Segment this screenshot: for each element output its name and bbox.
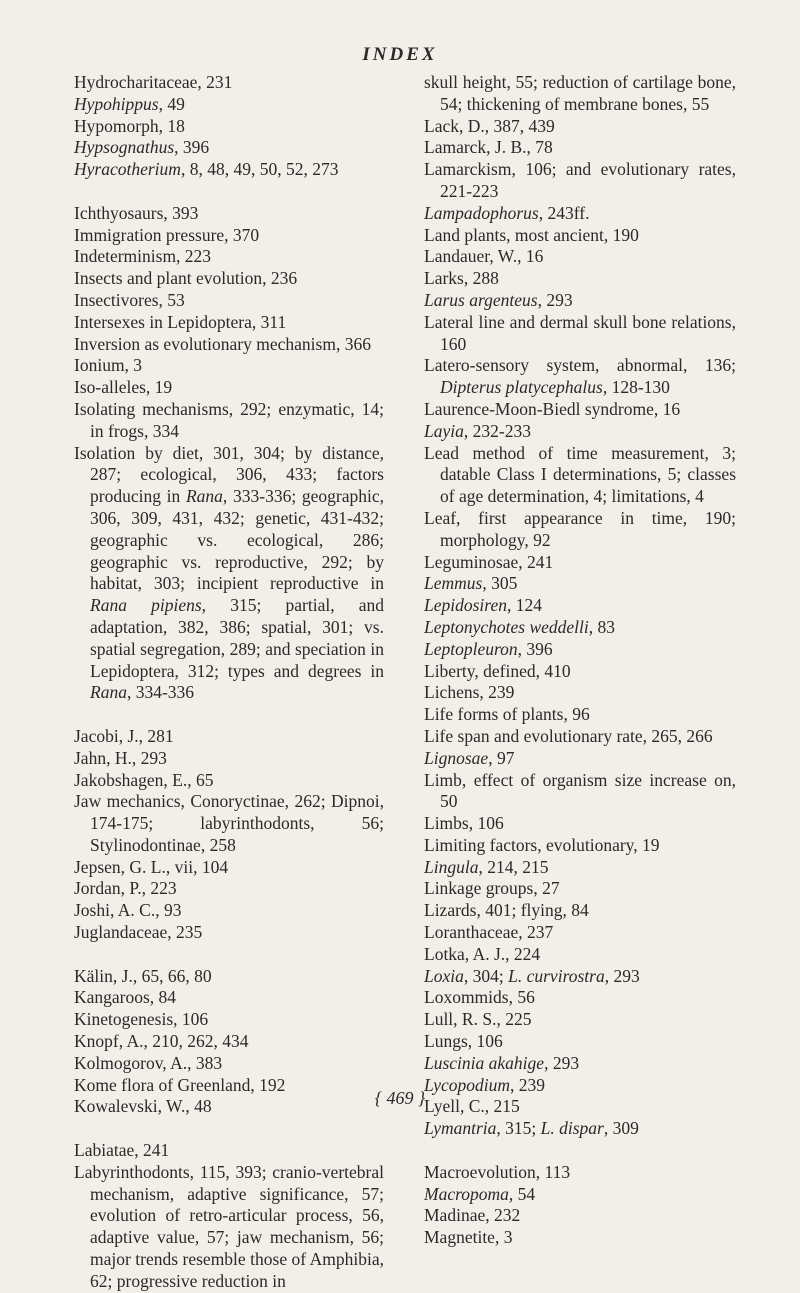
- index-entry: Lull, R. S., 225: [424, 1009, 532, 1030]
- index-entry: Kinetogenesis, 106: [74, 1009, 209, 1030]
- index-entry: Lamarck, J. B., 78: [424, 137, 553, 158]
- index-entry: Labyrinthodonts, 115, 393; cranio-vertebral mechanism, adaptive significance, 57; evolution of retro-articular process, 56, adaptive value, 57; jaw mechanism, 56; major trends resemble those of Amphibia, 62; progressive reduction in: [74, 1161, 384, 1291]
- index-entry: Insects and plant evolution, 236: [74, 268, 298, 289]
- index-entry: Layia, 232-233: [424, 420, 531, 441]
- index-entry: Lichens, 239: [424, 682, 515, 703]
- index-entry: Lignosae, 97: [424, 747, 515, 768]
- index-entry: Ichthyosaurs, 393: [74, 202, 199, 223]
- index-entry: Linkage groups, 27: [424, 878, 560, 899]
- index-entry: Landauer, W., 16: [424, 246, 544, 267]
- index-entry: Lamarckism, 106; and evolutionary rates, 221-223: [424, 159, 736, 201]
- index-entry: Life span and evolutionary rate, 265, 266: [424, 725, 713, 746]
- index-entry: Leaf, first appearance in time, 190; morphology, 92: [424, 507, 736, 550]
- index-entry: Leptopleuron, 396: [424, 638, 553, 659]
- index-entry: Kangaroos, 84: [74, 987, 177, 1008]
- page-number: { 469 }: [374, 1088, 426, 1108]
- index-entry: Lymantria, 315; L. dispar, 309: [424, 1118, 639, 1139]
- index-entry: Hydrocharitaceae, 231: [74, 72, 233, 92]
- index-entry: Kowalevski, W., 48: [74, 1096, 212, 1117]
- page-header: INDEX: [362, 44, 438, 65]
- index-entry: Loxia, 304; L. curvirostra, 293: [424, 965, 640, 986]
- index-entry: Hypomorph, 18: [74, 115, 185, 136]
- index-entry: Lycopodium, 239: [424, 1074, 545, 1095]
- index-entry: Labiatae, 241: [74, 1140, 170, 1161]
- index-entry: Jepsen, G. L., vii, 104: [74, 856, 229, 877]
- index-entry: Isolation by diet, 301, 304; by distance, 287; ecological, 306, 433; factors producing in Rana, 333-336; geographic, 306, 309, 431, 432; genetic, 431-432; geographic vs. ecological, 286; geographic vs. reproductive, 292; by habitat, 303; incipient reproductive in Rana pipiens, 315; partial, and adaptation, 382, 386; spatial, 301; vs. spatial segregation, 289; and speciation in Lepidoptera, 312; types and degrees in Rana, 334-336: [74, 442, 385, 703]
- index-entry: Larus argenteus, 293: [424, 289, 573, 310]
- index-entry: Limiting factors, evolutionary, 19: [424, 834, 660, 855]
- index-entry: Macroevolution, 113: [424, 1161, 571, 1182]
- index-entry: Luscinia akahige, 293: [424, 1052, 580, 1073]
- index-entry: Leguminosae, 241: [424, 551, 554, 572]
- index-entry: Indeterminism, 223: [74, 246, 212, 267]
- index-entry: Magnetite, 3: [424, 1227, 513, 1248]
- index-entry: Kolmogorov, A., 383: [74, 1052, 223, 1073]
- index-entry: Kälin, J., 65, 66, 80: [74, 965, 212, 986]
- index-entry: Hypsognathus, 396: [74, 137, 210, 158]
- index-entry: Juglandaceae, 235: [74, 922, 203, 943]
- index-entry: Limb, effect of organism size increase on, 50: [424, 769, 736, 812]
- index-entry: Madinae, 232: [424, 1205, 521, 1226]
- index-entry: Intersexes in Lepidoptera, 311: [74, 311, 287, 332]
- index-entry: Latero-sensory system, abnormal, 136; Dipterus platycephalus, 128-130: [424, 355, 736, 398]
- index-entry: Hypohippus, 49: [74, 93, 185, 114]
- index-entry: Loxommids, 56: [424, 987, 535, 1008]
- index-entry: Isolating mechanisms, 292; enzymatic, 14; in frogs, 334: [74, 398, 384, 441]
- index-entry: Life forms of plants, 96: [424, 704, 590, 725]
- index-entry: Lemmus, 305: [424, 573, 518, 594]
- index-entry: Jakobshagen, E., 65: [74, 769, 214, 790]
- index-entry: Jaw mechanics, Conoryctinae, 262; Dipnoi, 174-175; labyrinthodonts, 56; Stylinodontinae, 258: [74, 791, 384, 855]
- right-index-column: [424, 72, 736, 1249]
- index-entry: Laurence-Moon-Biedl syndrome, 16: [424, 398, 681, 419]
- section-gap: [424, 1140, 736, 1162]
- index-entry: Lateral line and dermal skull bone relations, 160: [424, 311, 736, 354]
- index-entry: Iso-alleles, 19: [74, 377, 173, 398]
- left-index-column: [74, 72, 384, 1293]
- index-entry: Jahn, H., 293: [74, 747, 167, 768]
- index-entry: Ionium, 3: [74, 355, 143, 376]
- index-entry: Knopf, A., 210, 262, 434: [74, 1031, 249, 1052]
- index-entry: Immigration pressure, 370: [74, 224, 260, 245]
- index-entry: Lack, D., 387, 439: [424, 115, 555, 136]
- index-entry: Inversion as evolutionary mechanism, 366: [74, 333, 371, 354]
- index-entry: Lizards, 401; flying, 84: [424, 900, 589, 921]
- index-entry: Kome flora of Greenland, 192: [74, 1074, 286, 1095]
- section-gap: [74, 944, 384, 966]
- index-entry: Insectivores, 53: [74, 289, 185, 310]
- index-entry: Lampadophorus, 243ff.: [424, 202, 590, 223]
- index-entry: Lotka, A. J., 224: [424, 943, 541, 964]
- index-entry: Lead method of time measurement, 3; datable Class I determinations, 5; classes of age determination, 4; limitations, 4: [424, 442, 736, 507]
- index-entry: Joshi, A. C., 93: [74, 900, 182, 921]
- index-entry: Hyracotherium, 8, 48, 49, 50, 52, 273: [74, 159, 339, 180]
- index-entry: Liberty, defined, 410: [424, 660, 571, 681]
- index-entry: Larks, 288: [424, 268, 499, 289]
- section-gap: [74, 1118, 384, 1140]
- index-entry: Macropoma, 54: [424, 1183, 536, 1204]
- index-entry: Loranthaceae, 237: [424, 922, 554, 943]
- section-gap: [74, 181, 384, 203]
- index-entry: Land plants, most ancient, 190: [424, 224, 639, 245]
- index-entry: Lepidosiren, 124: [424, 595, 542, 616]
- index-entry: Jacobi, J., 281: [74, 725, 174, 746]
- index-entry: Jordan, P., 223: [74, 878, 177, 899]
- index-entry: Lungs, 106: [424, 1031, 503, 1052]
- section-gap: [74, 704, 384, 726]
- index-entry: Lyell, C., 215: [424, 1096, 520, 1117]
- index-entry: Limbs, 106: [424, 813, 504, 834]
- index-entry: skull height, 55; reduction of cartilage bone, 54; thickening of membrane bones, 55: [424, 72, 736, 114]
- index-entry: Leptonychotes weddelli, 83: [424, 616, 616, 637]
- index-entry: Lingula, 214, 215: [424, 856, 549, 877]
